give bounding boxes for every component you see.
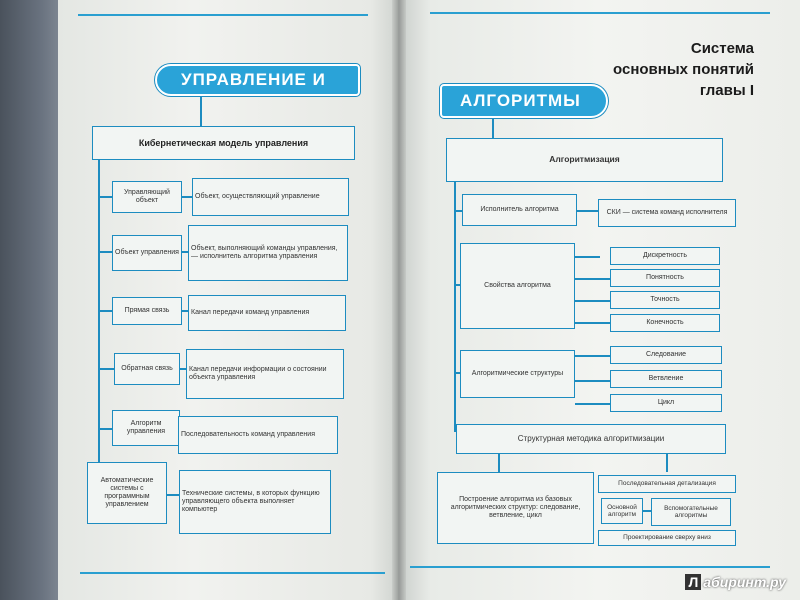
structures-box: [460, 350, 575, 398]
connector: [454, 210, 462, 212]
row-desc-box: [178, 416, 338, 454]
executor-label: Исполнитель алгоритма: [480, 205, 559, 213]
row-desc-box: [188, 225, 348, 281]
cybernetic-model-text: Кибернетическая модель управления: [138, 137, 309, 148]
structure-text: Следование: [645, 350, 687, 358]
structure-text: Ветвление: [648, 374, 684, 382]
row-label: Обратная связь: [121, 364, 173, 372]
row-desc: Канал передачи информации о состоянии объекта управления: [189, 365, 327, 381]
ski-text: СКИ — система команд исполнителя: [606, 208, 728, 216]
right-bottom-rule: [410, 566, 770, 568]
property-item: [610, 314, 720, 332]
aux-algo-text: Вспомогательные алгоритмы: [664, 504, 718, 519]
row-label-box: [114, 353, 180, 385]
executor-box: [462, 194, 577, 226]
row-desc: Объект, осуществляющий управление: [195, 192, 320, 200]
main-algo-box: [601, 498, 643, 524]
connector: [167, 494, 179, 496]
cybernetic-model-box: [92, 126, 355, 160]
row-label: Автоматические системы с программным управлением: [100, 476, 154, 509]
connector: [575, 278, 610, 280]
connector: [98, 251, 112, 253]
properties-box: [460, 243, 575, 329]
connector: [498, 454, 500, 472]
row-desc-box: [186, 349, 344, 399]
book-gutter: [392, 0, 406, 600]
connector: [200, 96, 202, 126]
system-title-line: Система: [690, 40, 754, 57]
row-label: Объект управления: [115, 248, 179, 256]
structure-item: [610, 394, 722, 412]
row-desc: Объект, выполняющий команды управления, — исполнитель алгоритма управления: [191, 244, 338, 260]
watermark-text: абиринт.ру: [703, 574, 786, 590]
connector: [182, 196, 192, 198]
right-spine: [454, 182, 456, 432]
property-item: [610, 291, 720, 309]
watermark-logo: Л: [685, 574, 701, 590]
algorithmization-box: [446, 138, 723, 182]
property-text: Конечность: [646, 318, 684, 326]
connector: [575, 322, 610, 324]
watermark: [685, 574, 786, 590]
connector: [666, 454, 668, 472]
property-text: Понятность: [646, 273, 684, 281]
right-top-rule: [430, 12, 770, 14]
structural-method-text: Структурная методика алгоритмизации: [517, 434, 665, 444]
right-banner: [440, 84, 608, 118]
aux-algo-box: [651, 498, 731, 526]
detail-box: [598, 475, 736, 493]
connector: [98, 196, 112, 198]
row-label: Алгоритм управления: [126, 419, 166, 435]
structure-item: [610, 370, 722, 388]
construction-box: [437, 472, 594, 544]
structure-item: [610, 346, 722, 364]
row-label-box: [112, 297, 182, 325]
ski-box: [598, 199, 736, 227]
left-spine: [98, 160, 100, 500]
structure-text: Цикл: [657, 398, 675, 406]
connector: [643, 510, 651, 512]
row-desc-box: [179, 470, 331, 534]
topdown-text: Проектирование сверху вниз: [623, 534, 711, 542]
row-label-box: [112, 235, 182, 271]
row-desc-box: [188, 295, 346, 331]
property-item: [610, 247, 720, 265]
row-label-box: [112, 181, 182, 213]
connector: [577, 210, 598, 212]
connector: [98, 368, 114, 370]
system-title-line: главы I: [699, 82, 754, 99]
connector: [98, 428, 112, 430]
left-top-rule: [78, 14, 368, 16]
detail-text: Последовательная детализация: [618, 480, 716, 488]
property-text: Точность: [650, 295, 680, 303]
connector: [98, 310, 112, 312]
row-desc: Технические системы, в которых функцию управляющего объекта выполняет компьютер: [182, 489, 320, 514]
connector: [575, 355, 610, 357]
structures-label: Алгоритмические структуры: [471, 369, 564, 377]
system-title-line: основных понятий: [613, 61, 754, 78]
topdown-box: [598, 530, 736, 546]
main-algo-text: Основной алгоритм: [607, 503, 637, 518]
left-banner-text: УПРАВЛЕНИЕ И: [181, 70, 326, 89]
properties-label: Свойства алгоритма: [484, 281, 551, 289]
structural-method-box: [456, 424, 726, 454]
connector: [575, 380, 610, 382]
row-label: Прямая связь: [124, 306, 170, 314]
row-label: Управляющий объект: [124, 188, 170, 204]
left-bottom-rule: [80, 572, 385, 574]
row-label-box: [112, 410, 180, 446]
row-desc: Последовательность команд управления: [181, 430, 315, 438]
row-desc: Канал передачи команд управления: [191, 308, 310, 316]
connector: [492, 118, 494, 138]
row-label-box: [87, 462, 167, 524]
property-item: [610, 269, 720, 287]
construction-text: Построение алгоритма из базовых алгоритмических структур: следование, ветвление, цикл: [450, 495, 581, 520]
left-banner: [155, 64, 360, 96]
row-desc-box: [192, 178, 349, 216]
connector: [575, 300, 610, 302]
right-banner-text: АЛГОРИТМЫ: [460, 91, 581, 110]
connector: [575, 256, 600, 258]
connector: [575, 403, 610, 405]
property-text: Дискретность: [642, 251, 688, 259]
algorithmization-text: Алгоритмизация: [549, 154, 620, 165]
